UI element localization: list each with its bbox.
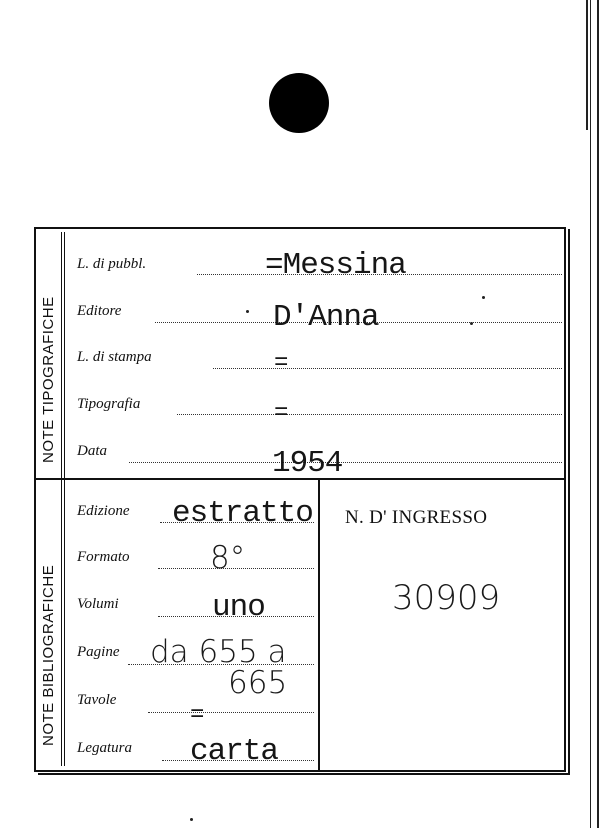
frame-shadow <box>38 773 570 775</box>
field-value-pagine: da 655 a <box>150 634 287 670</box>
field-label-tipografia: Tipografia <box>77 396 141 412</box>
scan-speck <box>470 322 473 325</box>
side-divider <box>61 232 62 766</box>
field-label-data: Data <box>77 443 107 459</box>
field-dots <box>129 462 562 463</box>
field-value-edizione: estratto <box>172 496 313 531</box>
scan-speck <box>190 818 193 821</box>
field-value-editore: D'Anna <box>273 300 379 335</box>
punch-hole <box>269 73 329 133</box>
ingresso-divider <box>318 480 320 770</box>
field-label-formato: Formato <box>77 549 130 565</box>
field-label-luogo-pubblicazione: L. di pubbl. <box>77 256 147 272</box>
card-edge-line <box>597 0 599 828</box>
section-title-bibliografiche: NOTE BIBLIOGRAFICHE <box>40 564 57 746</box>
scan-speck <box>482 296 485 299</box>
field-value-volumi: uno <box>212 590 265 625</box>
side-divider <box>64 232 65 766</box>
scan-speck <box>246 310 249 313</box>
field-value-tavole: = <box>190 702 204 729</box>
field-value-pagine-end: 665 <box>228 665 288 701</box>
field-dots <box>148 712 314 713</box>
field-dots <box>213 368 562 369</box>
field-value-tipografia: = <box>274 400 288 427</box>
frame-shadow <box>568 229 570 775</box>
field-value-formato: 8° <box>210 540 246 576</box>
field-label-legatura: Legatura <box>77 740 133 756</box>
field-value-luogo-pubblicazione: =Messina <box>265 248 406 283</box>
card-edge-line <box>586 0 588 130</box>
ingresso-label: N. D' INGRESSO <box>345 507 488 528</box>
field-value-luogo-stampa: = <box>274 350 288 377</box>
field-value-data: 1954 <box>272 446 343 481</box>
field-dots <box>177 414 562 415</box>
field-label-editore: Editore <box>77 303 122 319</box>
field-label-tavole: Tavole <box>77 692 117 708</box>
card-edge-line <box>590 0 591 828</box>
ingresso-number: 30909 <box>392 578 501 618</box>
field-value-legatura: carta <box>190 734 279 769</box>
field-label-edizione: Edizione <box>77 503 130 519</box>
field-label-luogo-stampa: L. di stampa <box>77 349 152 365</box>
field-label-pagine: Pagine <box>77 644 120 660</box>
section-title-tipografiche: NOTE TIPOGRAFICHE <box>40 296 57 463</box>
field-label-volumi: Volumi <box>77 596 119 612</box>
